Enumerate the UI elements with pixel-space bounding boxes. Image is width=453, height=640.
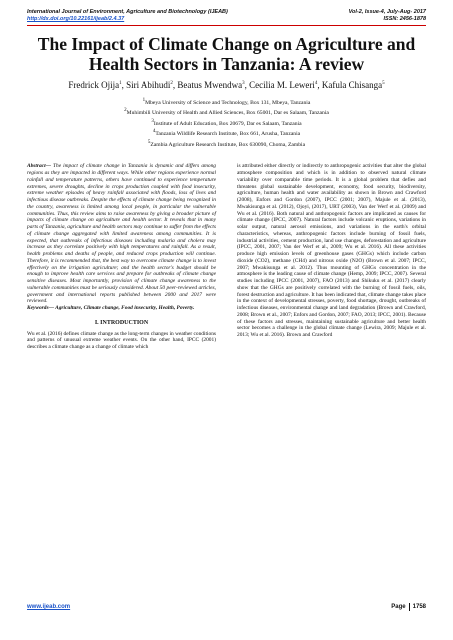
website-link[interactable]: www.ijeab.com <box>27 604 71 610</box>
affiliation: $^4$Tanzania Wildlife Research Institute, Box 661, Arusha, Tanzania <box>152 129 301 138</box>
author-name: Cecilia M. Leweri <box>249 80 315 90</box>
affiliation: $^1$Mbeya University of Science and Technology, Box 131, Mbeya, Tanzania <box>142 98 311 106</box>
paper-title: The Impact of Climate Change on Agriculture and Health Sectors in Tanzania: A review <box>37 34 416 74</box>
body-columns <box>27 163 426 351</box>
left-column <box>27 163 216 351</box>
running-header <box>27 0 426 23</box>
page-number: Page 1758 <box>391 604 426 610</box>
affiliations <box>27 97 426 149</box>
author-name: Siri Abihudi <box>126 80 171 90</box>
volume-issue: Vol-2, Issue-4, July-Aug- 2017 <box>348 9 426 15</box>
page-footer <box>27 603 426 611</box>
abstract-label: Abstract— <box>27 163 51 170</box>
header-rule <box>27 25 426 26</box>
doi-link[interactable]: http://dx.doi.org/10.22161/ijeab/2.4.37 <box>27 16 125 22</box>
intro-paragraph: Wu et al. (2016) defines climate change as the long-term changes in weather conditions and patterns of unusual extreme weather events. On the other hand, IPCC (2001) describes a climate change as a change of climate which <box>27 330 216 351</box>
affiliation: $^3$Institute of Adult Education, Box 20679, Dar es Salaam, Tanzania <box>151 118 302 127</box>
abstract: Abstract— The impact of climate change in Tanzania is dynamic and differs among regions as they are impacted in different ways. While other regions experience normal rainfall and temperature patterns, others have continued to experience temperature extremes, severe droughts, decline in crops production coupled with food insecurity, extreme weather episodes of heavy rainfall associated with floods, loss of lives and infectious disease outbreaks. Despite the effects of climate change being recognized in the country, awareness is limited among local people, in particular the vulnerable communities. Thus, this review aims to raise awareness by giving a broader picture of impacts of climate change on agriculture and health sector. It reveals that in many parts of Tanzania, agriculture and health sectors may continue to suffer from the effects of climate change aggregated with limited awareness among communities. It is expected, that outbreaks of infectious diseases including malaria and cholera may increase as they correlate positively with high temperatures and rainfall. As a result, health problems and deaths of people, and reduced crops production will continue. Therefore, it is recommended that, the best way to overcome climate change is to invest effectively on the irrigation agriculture; and the health sector's budget should be enough to improve health care services and prepare for outbreaks of climate change sensitive diseases. Most importantly, provision of climate change awareness to the vulnerable communities must be seriously considered. About 50 peer-reviewed articles, government and international reports published between 2000 and 2017 were reviewed. <box>27 163 216 305</box>
issn: ISSN: 2456-1878 <box>383 16 426 22</box>
author-list: Fredrick Ojija$^1$, Siri Abihudi$^2$, Beatus Mwendwa$^3$, Cecilia M. Leweri$^4$, Kafula Chisanga$^5$ <box>68 80 385 90</box>
body-paragraph: is attributed either directly or indirectly to anthropogenic activities that alter the global atmosphere composition and which is in addition to observed natural climate variability over comparable time periods. It is a global problem that defies and threatens global sustainable development, economy, food security, biodiversity, agriculture, human health and water availability as shown in Brown and Crawford (2008), Enfors and Gordon (2007), IPCC (2001; 2007), Majule et al. (2013), Mwakisunga et al. (2012), Ojoyi, (2017), URT (2003), Van der Werf et al. (2009) and Wu et al. (2016). Both natural and anthropogenic factors are implicated as causes for climate change (IPCC, 2007). Natural factors include volcanic eruptions, variations in solar output, natural aerosol emissions, and variations in the earth's orbital characteristics, whereas, anthropogenic factors include burning of fossil fuels, industrial activities, cement production, land use changes, deforestation and agriculture (IPCC, 2001, 2007; Van der Werf et al., 2009; Wu et al. 2016). All these activities produce high emission levels of greenhouse gases (GHGs) which include carbon dioxide (CO2), methane (CH4) and nitrous oxide (N2O) (Brown et al. 2007; IPCC, 2007; Mwakisunga et al. 2012). Thus mounting of GHGs concentration in the atmosphere is the leading cause of climate change (Hemp, 2009; IPCC, 2007). Several studies including IPCC (2001, 2007), FAO (2013) and Shikuku et al. (2017) clearly show that the GHGs are positively correlated with the burning of fossil fuels, oils, forest destruction and agriculture. It has been indicated that, climate change takes place in the context of developmental stresses, poverty, food shortage, drought, outbreaks of infectious diseases, environmental change and land degradation (Brown and Crawford, 2008; Brown et al., 2007; Enfors and Gordon, 2007; FAO, 2013; IPCC, 2001). Because of these factors and stresses, maintaining sustainable agriculture and better health sector becomes a challenge in the global climate change (Lewira, 2009; Majule et al. 2013; Wu et al. 2016). Brown and Crawford <box>237 163 426 339</box>
keywords: Keywords— Agriculture, Climate change, Food insecurity, Health, Poverty. <box>27 305 195 312</box>
right-column <box>237 163 426 351</box>
affiliation: $^2$Muhimbili University of Health and Allied Sciences, Box 65001, Dar es Salaam, Tanzania <box>124 108 329 117</box>
journal-name: International Journal of Environment, Agriculture and Biotechnology (IJEAB) <box>27 9 228 15</box>
author-name: Fredrick Ojija <box>68 80 120 90</box>
author-name: Kafula Chisanga <box>321 80 383 90</box>
section-heading: I. INTRODUCTION <box>94 319 149 326</box>
affiliation: $^5$Zambia Agriculture Research Institute, Box 630090, Choma, Zambia <box>147 139 306 148</box>
author-name: Beatus Mwendwa <box>177 80 243 90</box>
